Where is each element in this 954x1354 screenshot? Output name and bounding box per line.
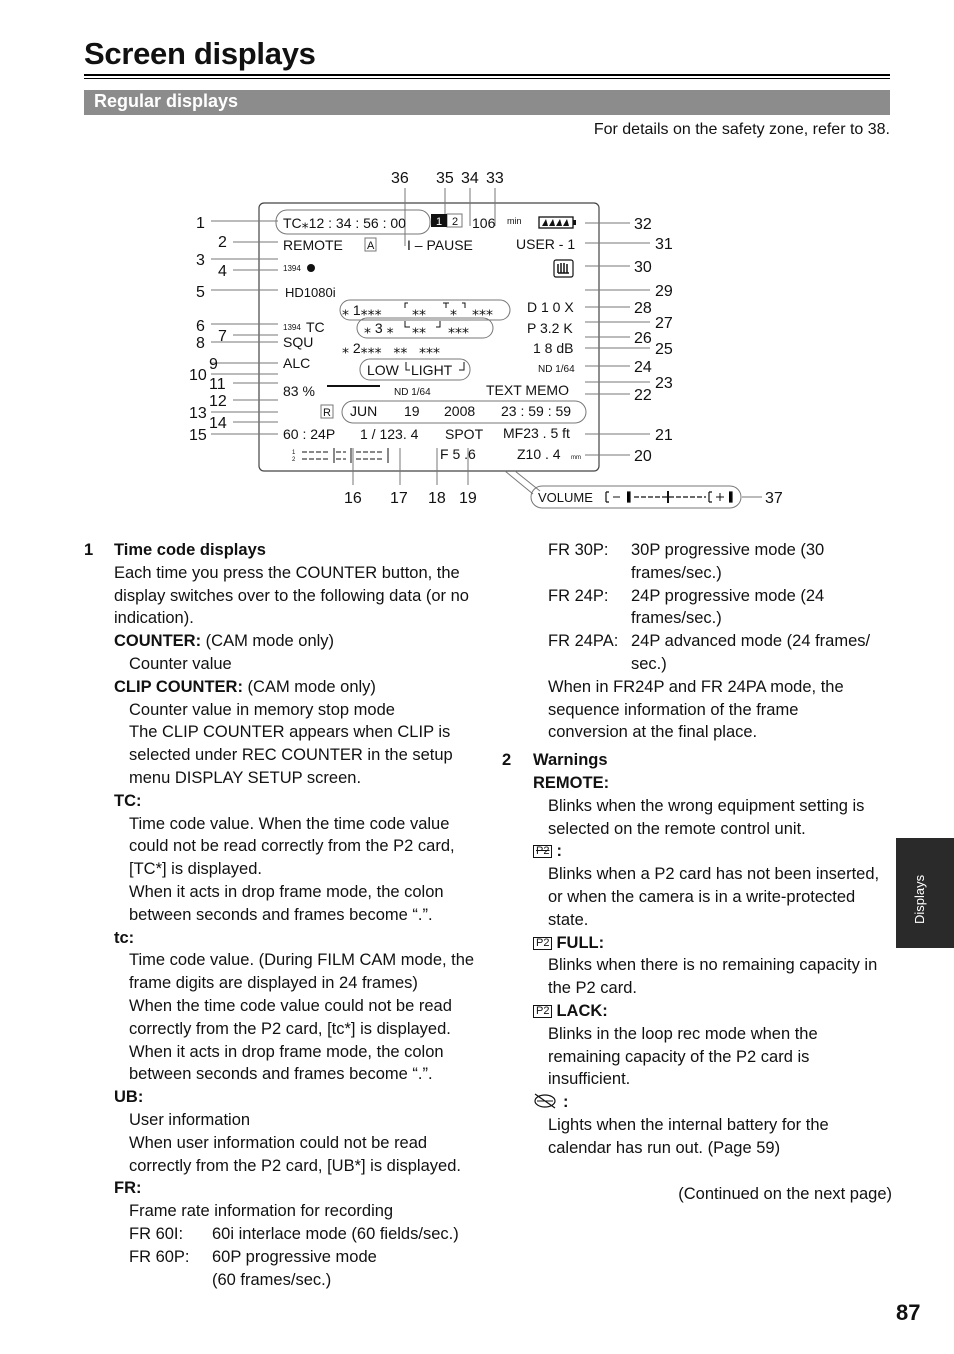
screen-nd2: ND 1/64 (394, 387, 431, 398)
screen-frame-rate: 60 : 24P (283, 426, 336, 442)
fr-desc: Frame rate information for recording (129, 1202, 394, 1221)
fr24pa-key: FR 24PA: (548, 632, 619, 651)
screen-fstop: F 5 .6 (440, 446, 476, 462)
screen-shutter: 1 / 123. 4 (360, 426, 419, 442)
fr60i-value: 60i interlace mode (60 fields/sec.) (212, 1224, 459, 1243)
heading-2-number: 2 (502, 751, 512, 770)
screen-year: 2008 (444, 403, 476, 419)
p2-icon: P2 (533, 1005, 552, 1018)
callout-18: 18 (428, 490, 446, 507)
page-number: 87 (896, 1300, 921, 1325)
screen-row3a: ⁎ 3 ⁎ (364, 320, 394, 336)
fr30p-value: 30P progressive mode (30 frames/sec.) (631, 541, 825, 582)
fr60p-value: 60P progressive mode (60 frames/sec.) (212, 1247, 377, 1289)
screen-time: 23 : 59 : 59 (501, 403, 572, 419)
callout-16: 16 (344, 490, 362, 507)
screen-focus: MF23 . 5 ft (503, 425, 570, 441)
callout-36: 36 (391, 170, 409, 187)
right-column (502, 539, 892, 1205)
ub-error: When user information could not be read correctly from the P2 card, [UB*] is displayed. (129, 1133, 461, 1175)
fr-sequence-note: When in FR24P and FR 24PA mode, the sequence information of the frame conversion at the final place. (548, 677, 844, 742)
heading-warnings: Warnings (533, 751, 608, 770)
screen-day: 19 (404, 403, 420, 419)
callout-12: 12 (209, 393, 227, 410)
callout-7: 7 (218, 328, 227, 345)
screen-low: LOW (367, 362, 399, 378)
full-warning-desc: Blinks when there is no remaining capacity in the P2 card. (548, 956, 878, 998)
side-tab (896, 838, 954, 948)
fr30p-row (502, 539, 892, 585)
battery-icon (539, 217, 576, 228)
callout-5: 5 (196, 284, 205, 301)
callout-15: 15 (189, 427, 207, 444)
lack-warning-label: LACK: (556, 1001, 608, 1020)
side-tab-label: Displays (912, 874, 927, 924)
volume-bar (606, 491, 732, 503)
clip-counter-note: The CLIP COUNTER appears when CLIP is selected under REC COUNTER in the setup menu DISPLAY SETUP screen. (129, 723, 453, 787)
section-band (84, 90, 890, 115)
remote-warning-label: REMOTE: (533, 773, 610, 792)
slot1-indicator: 1 (435, 216, 443, 228)
clip-counter-mode: (CAM mode only) (242, 677, 376, 696)
screen-remaining: 106 (472, 215, 496, 231)
callout-1: 1 (196, 215, 205, 232)
title-rule-thin (84, 78, 890, 79)
screen-timecode: TC⁎12 : 34 : 56 : 00 (283, 215, 406, 231)
callout-8: 8 (196, 335, 205, 352)
time-code-intro: Each time you press the COUNTER button, the display switches over to the following data (or no indication). (114, 563, 469, 628)
tc-label: TC: (114, 791, 142, 810)
fr-label: FR: (114, 1179, 142, 1198)
counter-desc: Counter value (129, 654, 232, 673)
screen-row3c: ⁎⁎⁎ (448, 320, 469, 336)
screen-user: USER - 1 (516, 236, 576, 252)
callout-34: 34 (461, 170, 479, 187)
fr60p-row (84, 1246, 484, 1292)
viewfinder-diagram (0, 150, 954, 520)
screen-text-memo: TEXT MEMO (486, 382, 569, 398)
screen-row2: ⁎ 2⁎⁎⁎ ⁎⁎ ⁎⁎⁎ (342, 340, 441, 356)
screen-month: JUN (350, 403, 378, 419)
battery-warning-desc: Lights when the internal battery for the calendar has run out. (Page 59) (548, 1115, 829, 1157)
callout-28: 28 (634, 300, 652, 317)
tc-lower-label: tc: (114, 928, 135, 947)
counter-mode: (CAM mode only) (201, 632, 335, 651)
callout-32: 32 (634, 216, 652, 233)
ub-desc: User information (129, 1110, 251, 1129)
screen-d10x: D 1 0 X (527, 299, 574, 315)
calendar-battery-icon (533, 1093, 559, 1109)
screen-p32k: P 3.2 K (527, 320, 573, 336)
screen-percent: 83 % (283, 383, 315, 399)
callout-21: 21 (655, 427, 673, 444)
screen-volume: VOLUME (538, 490, 593, 505)
callout-11: 11 (209, 376, 226, 393)
fr24p-value: 24P progressive mode (24 frames/sec.) (631, 586, 825, 628)
tc-lower-drop-frame: When it acts in drop frame mode, the colon between seconds and frames become “.”. (129, 1042, 444, 1084)
title-rule (84, 74, 890, 76)
screen-format: HD1080i (285, 285, 336, 300)
battery-warning-colon: : (563, 1093, 569, 1112)
record-dot-icon (307, 264, 315, 272)
callout-26: 26 (634, 330, 652, 347)
fr24pa-row (502, 630, 892, 676)
section-title: Regular displays (94, 91, 239, 111)
screen-zoom: Z10 . 4 (517, 446, 561, 462)
clip-counter-label: CLIP COUNTER: (114, 677, 243, 696)
screen-ieee: 1394 (283, 264, 301, 273)
screen-nd1: ND 1/64 (538, 364, 575, 375)
callout-22: 22 (634, 387, 652, 404)
callout-35: 35 (436, 170, 454, 187)
callout-24: 24 (634, 359, 652, 376)
hand-icon (554, 260, 573, 277)
fr24pa-value: 24P advanced mode (24 frames/ sec.) (631, 632, 871, 673)
left-column (84, 539, 484, 1291)
tc-desc: Time code value. When the time code value could not be read correctly from the P2 card, [TC*] is displayed. (129, 814, 455, 879)
callout-29: 29 (655, 283, 673, 300)
screen-ipause: I – PAUSE (407, 237, 473, 253)
slot2-indicator: 2 (451, 216, 459, 228)
callout-37: 37 (765, 490, 783, 507)
p2-crossed-desc: Blinks when a P2 card has not been inserted, or when the camera is in a write-protected state. (548, 865, 880, 929)
fr60i-row (84, 1223, 484, 1246)
clip-counter-desc: Counter value in memory stop mode (129, 700, 395, 719)
screen-row3b: ⁎⁎ (412, 320, 426, 336)
callout-25: 25 (655, 341, 673, 358)
screen-spot: SPOT (445, 426, 484, 442)
full-warning-label: FULL: (556, 933, 605, 952)
continued-note: (Continued on the next page) (678, 1184, 892, 1203)
p2-crossed-icon: P2 (533, 845, 552, 858)
heading-1-number: 1 (84, 541, 94, 559)
screen-row1: ⁎ 1⁎⁎⁎ (342, 302, 382, 318)
callout-2: 2 (218, 234, 227, 251)
screen-ieee-tc: 1394 (283, 323, 301, 332)
screen-squ: SQU (283, 334, 314, 350)
screen-audio-ch1: 1 (292, 450, 296, 456)
callout-6: 6 (196, 318, 205, 335)
callout-31: 31 (655, 236, 673, 253)
screen-remaining-unit: min (507, 216, 522, 226)
counter-label: COUNTER: (114, 632, 202, 651)
callout-3: 3 (196, 252, 205, 269)
callout-14: 14 (209, 415, 227, 432)
fr60p-key: FR 60P: (129, 1247, 190, 1266)
screen-zoom-unit: mm (571, 455, 581, 461)
fr30p-key: FR 30P: (548, 541, 609, 559)
audio-level-meter (302, 448, 388, 463)
page-title: Screen displays (84, 36, 316, 71)
lack-warning-desc: Blinks in the loop rec mode when the remaining capacity of the P2 card is insufficient. (548, 1024, 818, 1089)
callout-9: 9 (209, 356, 218, 373)
callout-30: 30 (634, 259, 652, 276)
p2-crossed-colon: : (556, 842, 562, 861)
tc-drop-frame: When it acts in drop frame mode, the colon between seconds and frames become “.”. (129, 882, 444, 924)
screen-row1d: ⁎⁎⁎ (472, 302, 493, 318)
callout-33: 33 (486, 170, 504, 187)
fr60i-key: FR 60I: (129, 1224, 184, 1243)
callout-27: 27 (655, 315, 673, 332)
heading-time-code: Time code displays (114, 541, 266, 559)
screen-gain: 1 8 dB (533, 340, 574, 356)
callout-20: 20 (634, 448, 652, 465)
screen-remote-badge: A (367, 240, 375, 252)
screen-row1c: ⁎ (450, 302, 457, 318)
callout-10: 10 (189, 367, 207, 384)
screen-r-badge: R (323, 407, 331, 419)
screen-light: LIGHT (411, 362, 453, 378)
fr24p-row (502, 585, 892, 631)
ub-label: UB: (114, 1088, 144, 1107)
screen-tc-label: TC (306, 319, 325, 335)
callout-17: 17 (390, 490, 408, 507)
callout-4: 4 (218, 263, 227, 280)
remote-warning-desc: Blinks when the wrong equipment setting is selected on the remote control unit. (548, 796, 865, 838)
safety-note: For details on the safety zone, refer to 38. (593, 121, 890, 138)
screen-row1b: ⁎⁎ (412, 302, 426, 318)
callout-13: 13 (189, 405, 207, 422)
tc-lower-error: When the time code value could not be read correctly from the P2 card, [tc*] is displayed. (129, 996, 452, 1038)
screen-audio-ch2: 2 (292, 457, 296, 463)
screen-alc: ALC (283, 355, 311, 371)
callout-19: 19 (459, 490, 477, 507)
fr24p-key: FR 24P: (548, 586, 609, 605)
screen-remote: REMOTE (283, 237, 343, 253)
tc-lower-desc: Time code value. (During FILM CAM mode, the frame digits are displayed in 24 frames) (129, 951, 475, 993)
callout-23: 23 (655, 375, 673, 392)
p2-icon: P2 (533, 937, 552, 950)
